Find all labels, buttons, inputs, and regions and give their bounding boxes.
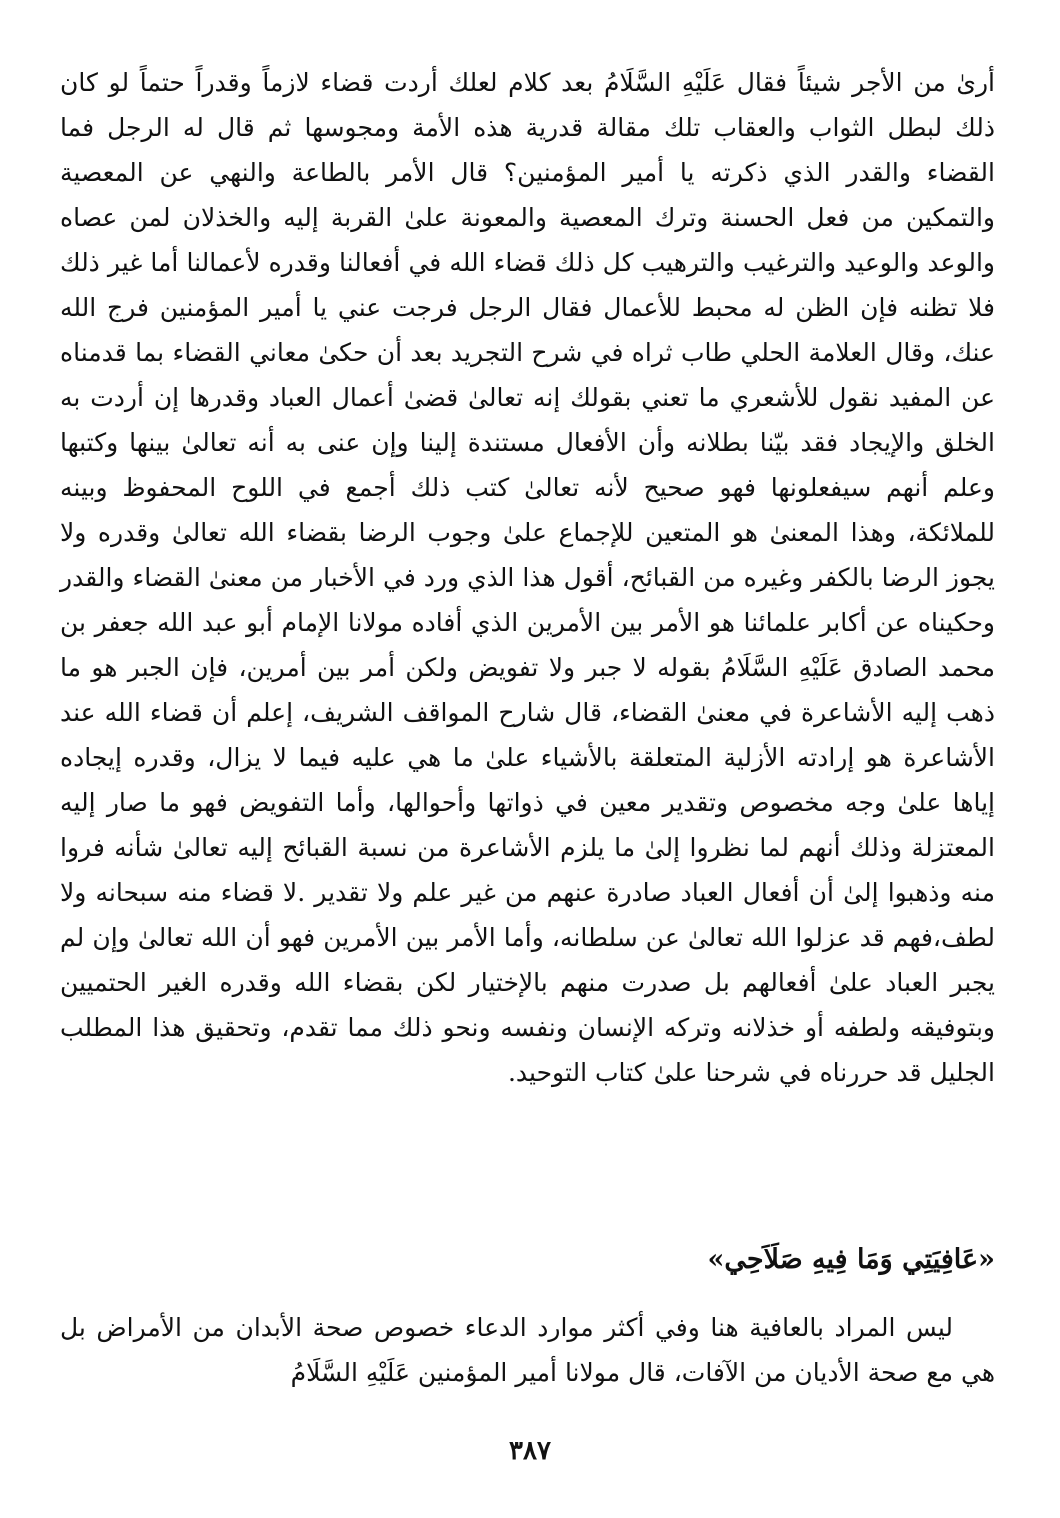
body-paragraph-2: ليس المراد بالعافية هنا وفي أكثر موارد الدعاء خصوص صحة الأبدان من الأمراض بل هي مع صحة الأديان من الآفات، قال مولانا أمير المؤمنين عَلَيْهِ السَّلَامُ xyxy=(60,1313,995,1387)
page-number: ٣٨٧ xyxy=(509,1436,551,1466)
body-paragraph: أرىٰ من الأجر شيئاً فقال عَلَيْهِ السَّلَامُ بعد كلام لعلك أردت قضاء لازماً وقدراً حتماً لو كان ذلك لبطل الثواب والعقاب تلك مقالة قدرية هذه الأمة ومجوسها ثم قال له الرجل فما القضاء والقدر الذي ذكرته يا أمير المؤمنين؟ قال الأمر بالطاعة والنهي عن المعصية والتمكين من فعل الحسنة وترك المعصية والمعونة علىٰ القربة إليه والخذلان لمن عصاه والوعد والوعيد والترغيب والترهيب كل ذلك قضاء الله في أفعالنا وقدره لأعمالنا أما غير ذلك فلا تظنه فإن الظن له محبط للأعمال فقال الرجل فرجت عني يا أمير المؤمنين فرج الله عنك، وقال العلامة الحلي طاب ثراه في شرح التجريد بعد أن حكىٰ معاني القضاء بما قدمناه عن المفيد نقول للأشعري ما تعني بقولك إنه تعالىٰ قضىٰ أعمال العباد وقدرها إن أردت به الخلق والإيجاد فقد بيّنا بطلانه وأن الأفعال مستندة إلينا وإن عنى به أنه تعالىٰ بينها وكتبها وعلم أنهم سيفعلونها فهو صحيح لأنه تعالىٰ كتب ذلك أجمع في اللوح المحفوظ وبينه للملائكة، وهذا المعنىٰ هو المتعين للإجماع علىٰ وجوب الرضا بقضاء الله تعالىٰ وقدره ولا يجوز الرضا بالكفر وغيره من القبائح، أقول هذا الذي ورد في الأخبار من معنىٰ القضاء والقدر وحكيناه عن أكابر علمائنا هو الأمر بين الأمرين الذي أفاده مولانا الإمام أبو عبد الله جعفر بن محمد الصادق عَلَيْهِ السَّلَامُ بقوله لا جبر ولا تفويض ولكن أمر بين أمرين، فإن الجبر هو ما ذهب إليه الأشاعرة في معنىٰ القضاء، قال شارح المواقف الشريف، إعلم أن قضاء الله عند الأشاعرة هو إرادته الأزلية المتعلقة بالأشياء علىٰ ما هي عليه فيما لا يزال، وقدره إيجاده إياها علىٰ وجه مخصوص وتقدير معين في ذواتها وأحوالها، وأما التفويض فهو ما صار إليه المعتزلة وذلك أنهم لما نظروا إلىٰ ما يلزم الأشاعرة من نسبة القبائح إليه تعالىٰ شأنه فروا منه وذهبوا إلىٰ أن أفعال العباد صادرة عنهم من غير علم ولا تقدير .لا قضاء منه سبحانه ولا لطف،فهم قد عزلوا الله تعالىٰ عن سلطانه، وأما الأمر بين الأمرين فهو أن الله تعالىٰ وإن لم يجبر العباد علىٰ أفعالهم بل صدرت منهم بالإختيار لكن بقضاء الله وقدره الغير الحتميين وبتوفيقه ولطفه أو خذلانه وتركه الإنسان ونفسه ونحو ذلك مما تقدم، وتحقيق هذا المطلب الجليل قد حررناه في شرحنا علىٰ كتاب التوحيد. xyxy=(60,68,995,1087)
section-heading: «عَافِيَتِي وَمَا فِيهِ صَلَاَحِي» xyxy=(707,1244,995,1275)
